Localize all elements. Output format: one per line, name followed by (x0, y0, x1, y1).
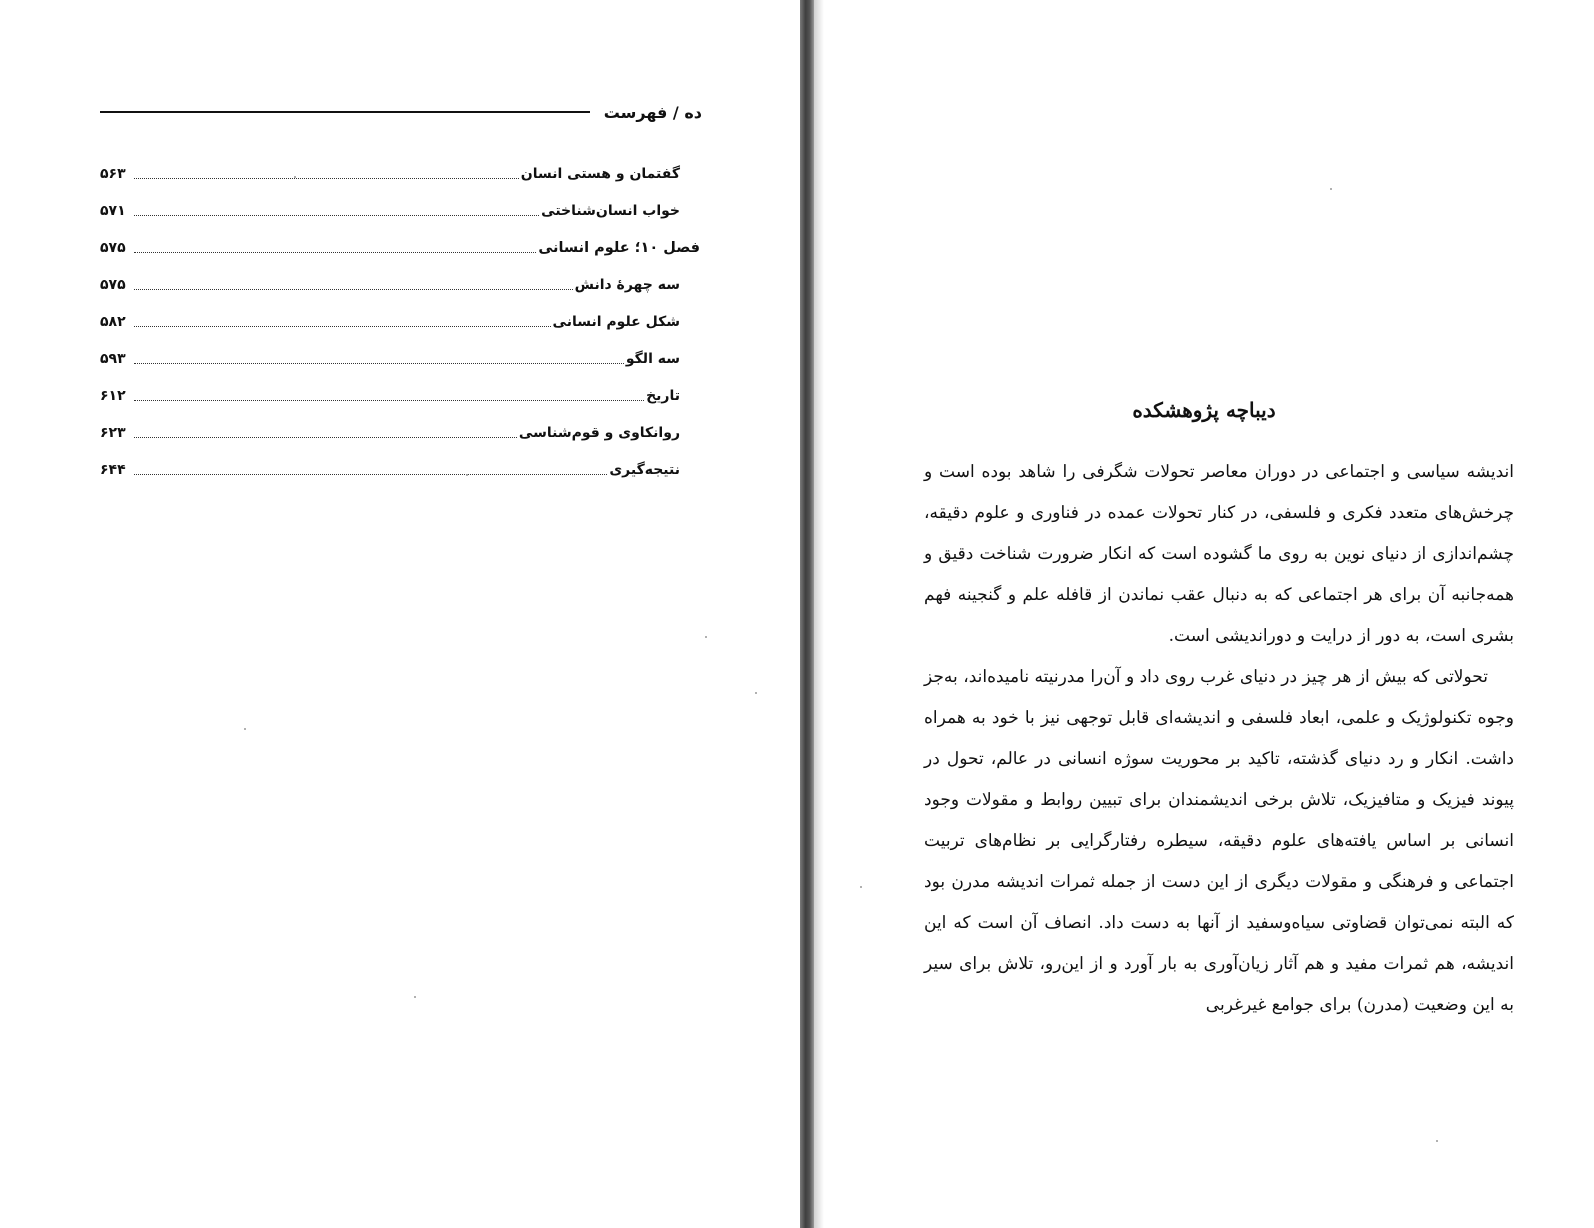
scan-speck (755, 692, 757, 694)
toc-entry-page: ۶۴۴ (100, 462, 126, 478)
toc-entry (100, 369, 700, 406)
toc-dot-leader (134, 473, 607, 475)
scan-speck (860, 886, 862, 888)
toc-entry-title: خواب انسان‌شناختی (541, 203, 680, 219)
toc-entry-page: ۵۷۵ (100, 277, 126, 293)
toc-entry-page: ۵۷۵ (100, 240, 126, 256)
scan-speck (244, 728, 246, 730)
table-of-contents (100, 147, 700, 480)
scan-speck (466, 474, 468, 476)
toc-dot-leader (134, 399, 644, 401)
toc-dot-leader (134, 251, 536, 253)
running-head-text: ده / فهرست (603, 102, 702, 122)
scan-speck (1330, 188, 1332, 190)
running-head-rule (100, 111, 590, 113)
gutter-shadow (814, 0, 824, 1228)
preface-paragraph: اندیشه سیاسی و اجتماعی در دوران معاصر تحولات شگرفی را شاهد بوده است و چرخش‌های متعدد فکری و فلسفی، در کنار تحولات عمده در فناوری و علوم دقیقه، چشم‌اندازی از دنیای نوین به روی ما گشوده است که انکار ضرورت شناخت دقیق و همه‌جانبه آن برای هر اجتماعی که به دنبال عقب نماندن از قافله علم و گنجینه فهم بشری است، به دور از درایت و دوراندیشی است. (924, 462, 1514, 646)
toc-entry-page: ۶۲۳ (100, 425, 126, 441)
toc-dot-leader (134, 288, 573, 290)
toc-entry-page: ۵۸۲ (100, 314, 126, 330)
book-gutter (800, 0, 814, 1228)
preface-paragraph: تحولاتی که بیش از هر چیز در دنیای غرب روی داد و آن‌را مدرنیته نامیده‌اند، به‌جز وجوه تکنولوژیک و علمی، ابعاد فلسفی و اندیشه‌ای قابل توجهی نیز با خود به همراه داشت. انکار و رد دنیای گذشته، تاکید بر محوریت سوژه انسانی در عالم، تحول در پیوند فیزیک و متافیزیک، تلاش برخی اندیشمندان برای تبیین روابط و مقولات وجود انسانی بر اساس یافته‌های علوم دقیقه، سیطره رفتارگرایی بر نظام‌های تربیت اجتماعی و فرهنگی و مقولات دیگری از این دست از جمله ثمرات اندیشه مدرن بود که البته نمی‌توان قضاوتی سیاه‌وسفید از آنها به دست داد. انصاف آن است که این اندیشه، هم ثمرات مفید و هم آثار زیان‌آوری به بار آورد و از این‌رو، تلاش برای سیر به این وضعیت (مدرن) برای جوامع غیرغربی (924, 667, 1514, 1015)
toc-entry-title: سه چهرهٔ دانش (574, 277, 680, 293)
toc-entry-page: ۵۷۱ (100, 203, 126, 219)
toc-entry-page: ۶۱۲ (100, 388, 126, 404)
toc-entry-title: تاریخ (646, 388, 680, 404)
scan-speck (414, 996, 416, 998)
toc-chapter-entry (100, 221, 700, 258)
toc-dot-leader (134, 177, 519, 179)
toc-entry (100, 443, 700, 480)
toc-entry (100, 258, 700, 295)
toc-dot-leader (134, 362, 624, 364)
toc-entry (100, 332, 700, 369)
scan-speck (1436, 1140, 1438, 1142)
toc-entry-title: روانکاوی و قوم‌شناسی (518, 425, 680, 441)
toc-entry (100, 406, 700, 443)
toc-entry-title: گفتمان و هستی انسان (520, 166, 680, 182)
toc-entry-title: شکل علوم انسانی (552, 314, 680, 330)
toc-entry (100, 147, 700, 184)
toc-dot-leader (134, 325, 551, 327)
toc-entry-title: نتیجه‌گیری (609, 462, 680, 478)
toc-entry-page: ۵۶۳ (100, 166, 126, 182)
toc-entry (100, 295, 700, 332)
toc-entry-title: فصل ۱۰؛ علوم انسانی (538, 240, 700, 256)
toc-dot-leader (134, 436, 517, 438)
toc-entry-page: ۵۹۳ (100, 351, 126, 367)
scan-speck (705, 636, 707, 638)
preface-title: دیباچه پژوهشکده (1132, 398, 1276, 422)
running-head (100, 100, 702, 124)
toc-dot-leader (134, 214, 539, 216)
toc-entry-title: سه الگو (625, 351, 680, 367)
preface-body (924, 452, 1514, 1026)
toc-entry (100, 184, 700, 221)
scan-speck (294, 176, 296, 178)
